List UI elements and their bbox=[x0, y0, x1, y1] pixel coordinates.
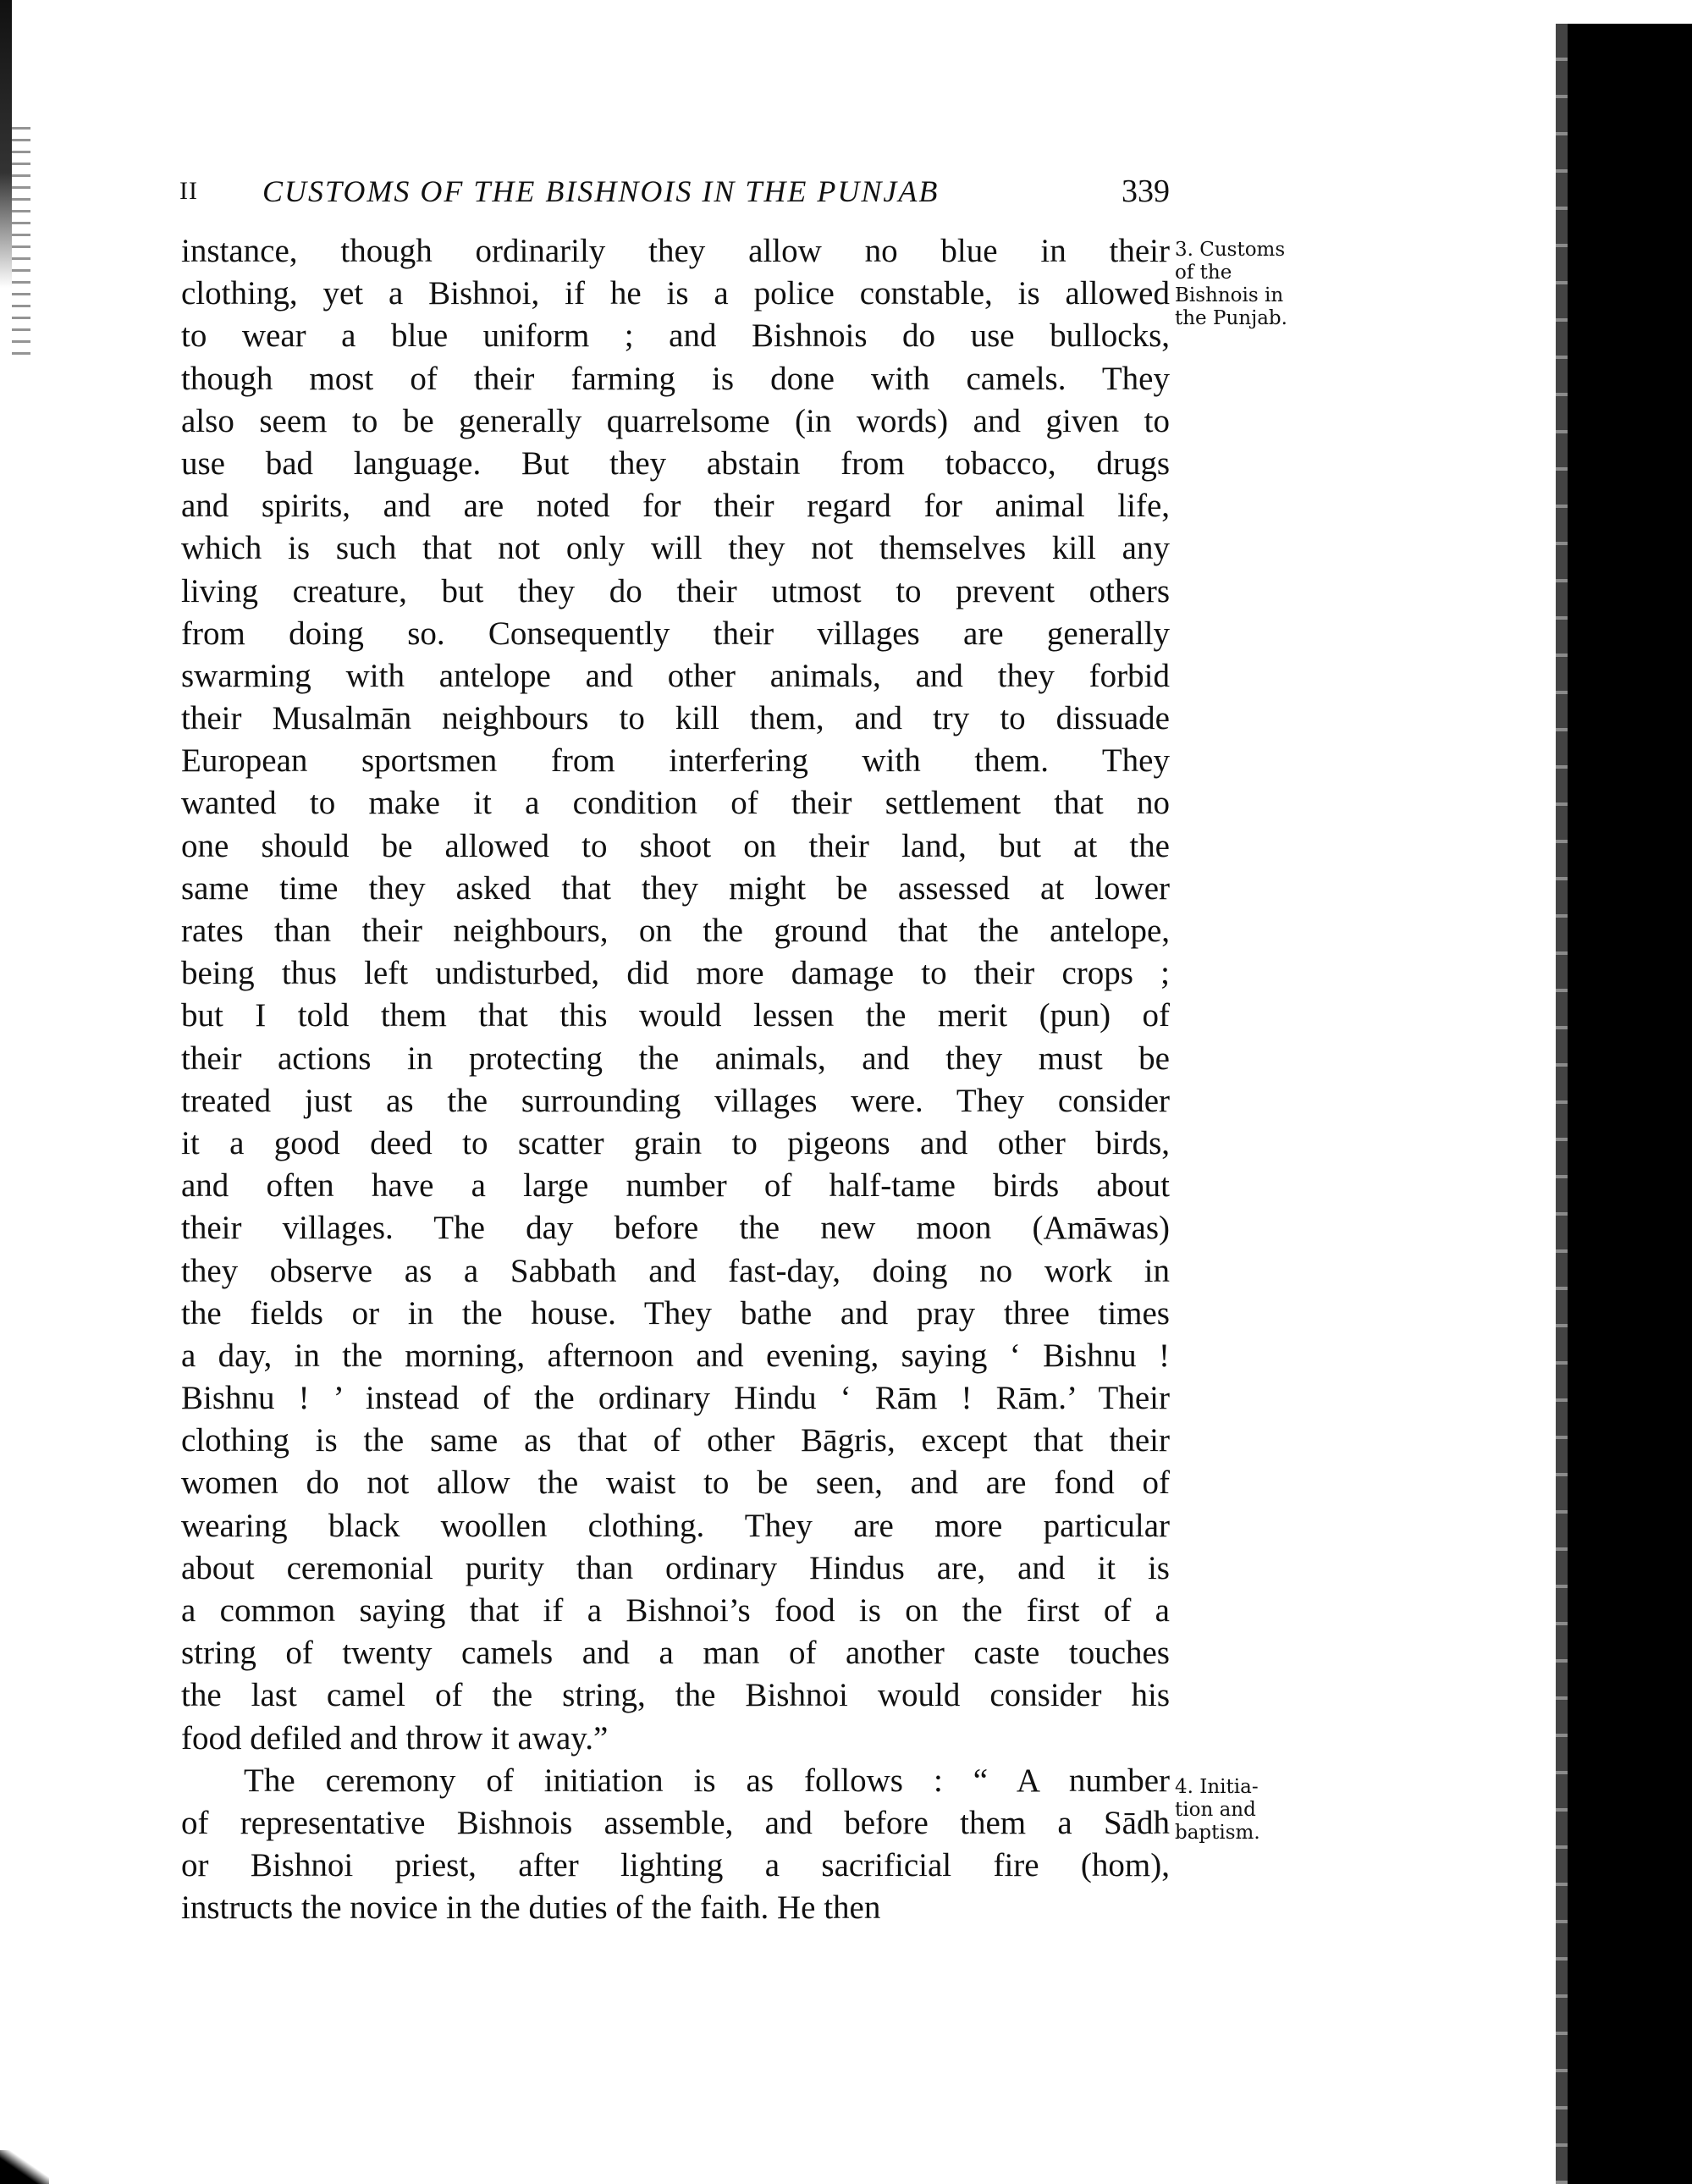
scan-black-border bbox=[1568, 24, 1692, 2184]
text-line: to wear a blue uniform ; and Bishnois do use bullocks, bbox=[181, 317, 1170, 355]
text-line: Bishnu ! ’ instead of the ordinary Hindu ‘ Rām ! Rām.’ Their bbox=[181, 1380, 1170, 1417]
text-line: women do not allow the waist to be seen, and are fond of bbox=[181, 1464, 1170, 1502]
text-line: a day, in the morning, afternoon and evening, saying ‘ Bishnu ! bbox=[181, 1337, 1170, 1374]
text-line: clothing, yet a Bishnoi, if he is a police constable, is allowed bbox=[181, 275, 1170, 312]
sidenote-line: tion and bbox=[1175, 1799, 1256, 1821]
sidenote-line: baptism. bbox=[1175, 1822, 1260, 1844]
text-line: but I told them that this would lessen the merit (pun) of bbox=[181, 997, 1170, 1034]
text-line: their villages. The day before the new moon (Amāwas) bbox=[181, 1210, 1170, 1247]
text-line: it a good deed to scatter grain to pigeons and other birds, bbox=[181, 1124, 1170, 1161]
text-line: and often have a large number of half-tame birds about bbox=[181, 1167, 1170, 1205]
paragraph bbox=[181, 1760, 1170, 1930]
text-line: though most of their farming is done with camels. They bbox=[181, 360, 1170, 397]
text-line: treated just as the surrounding villages were. They consider bbox=[181, 1082, 1170, 1119]
text-line: swarming with antelope and other animals, and they forbid bbox=[181, 657, 1170, 694]
sidenote-line: 4. Initia- bbox=[1175, 1776, 1259, 1798]
text-line: rates than their neighbours, on the ground that the antelope, bbox=[181, 913, 1170, 949]
scan-corner-artifact bbox=[0, 2150, 49, 2184]
sidenote-initiation bbox=[1175, 1776, 1310, 1845]
text-line: their Musalmān neighbours to kill them, and try to dissuade bbox=[181, 700, 1170, 737]
text-line: about ceremonial purity than ordinary Hindus are, and it is bbox=[181, 1549, 1170, 1586]
scan-speckle-artifact bbox=[12, 127, 30, 356]
text-line: living creature, but they do their utmost to prevent others bbox=[181, 572, 1170, 609]
text-line: their actions in protecting the animals, and they must be bbox=[181, 1040, 1170, 1077]
sidenote-customs bbox=[1175, 239, 1310, 330]
text-line: same time they asked that they might be assessed at lower bbox=[181, 869, 1170, 907]
sidenote-line: the Punjab. bbox=[1175, 307, 1287, 329]
text-line: clothing is the same as that of other Bāgris, except that their bbox=[181, 1422, 1170, 1459]
sidenote-line: 3. Customs bbox=[1175, 239, 1286, 261]
text-line: which is such that not only will they not themselves kill any bbox=[181, 530, 1170, 567]
page-binding-shadow bbox=[0, 0, 12, 288]
text-line: or Bishnoi priest, after lighting a sacrificial fire (hom), bbox=[181, 1847, 1170, 1884]
text-line: use bad language. But they abstain from tobacco, drugs bbox=[181, 444, 1170, 482]
text-line: The ceremony of initiation is as follows : “ A number bbox=[244, 1762, 1170, 1799]
text-line: of representative Bishnois assemble, and before them a Sādh bbox=[181, 1804, 1170, 1841]
text-line: wanted to make it a condition of their settlement that no bbox=[181, 785, 1170, 822]
text-line: also seem to be generally quarrelsome (in words) and given to bbox=[181, 402, 1170, 439]
text-line: they observe as a Sabbath and fast-day, doing no work in bbox=[181, 1252, 1170, 1289]
text-line: instance, though ordinarily they allow no blue in their bbox=[181, 233, 1170, 269]
chapter-number: II bbox=[179, 177, 198, 205]
text-line: instructs the novice in the duties of the faith. He then bbox=[181, 1889, 881, 1927]
text-line: a common saying that if a Bishnoi’s food is on the first of a bbox=[181, 1592, 1170, 1629]
text-line: from doing so. Consequently their villages are generally bbox=[181, 615, 1170, 652]
running-head bbox=[179, 166, 1170, 217]
sidenote-line: of the bbox=[1175, 262, 1232, 284]
text-line: European sportsmen from interfering with them. They bbox=[181, 742, 1170, 780]
text-line: being thus left undisturbed, did more damage to their crops ; bbox=[181, 955, 1170, 992]
text-line: string of twenty camels and a man of another caste touches bbox=[181, 1635, 1170, 1672]
body-text bbox=[181, 230, 1170, 1930]
text-line: food defiled and throw it away.” bbox=[181, 1719, 609, 1757]
text-line: the last camel of the string, the Bishnoi would consider his bbox=[181, 1677, 1170, 1714]
sidenote-line: Bishnois in bbox=[1175, 284, 1284, 306]
running-title: CUSTOMS OF THE BISHNOIS IN THE PUNJAB bbox=[262, 174, 940, 208]
page-number: 339 bbox=[1122, 174, 1170, 209]
text-line: wearing black woollen clothing. They are more particular bbox=[181, 1507, 1170, 1544]
text-line: one should be allowed to shoot on their land, but at the bbox=[181, 827, 1170, 864]
paragraph bbox=[181, 230, 1170, 1760]
text-line: the fields or in the house. They bathe and pray three times bbox=[181, 1294, 1170, 1332]
text-line: and spirits, and are noted for their regard for animal life, bbox=[181, 488, 1170, 525]
scan-edge-artifact bbox=[1556, 24, 1568, 2184]
